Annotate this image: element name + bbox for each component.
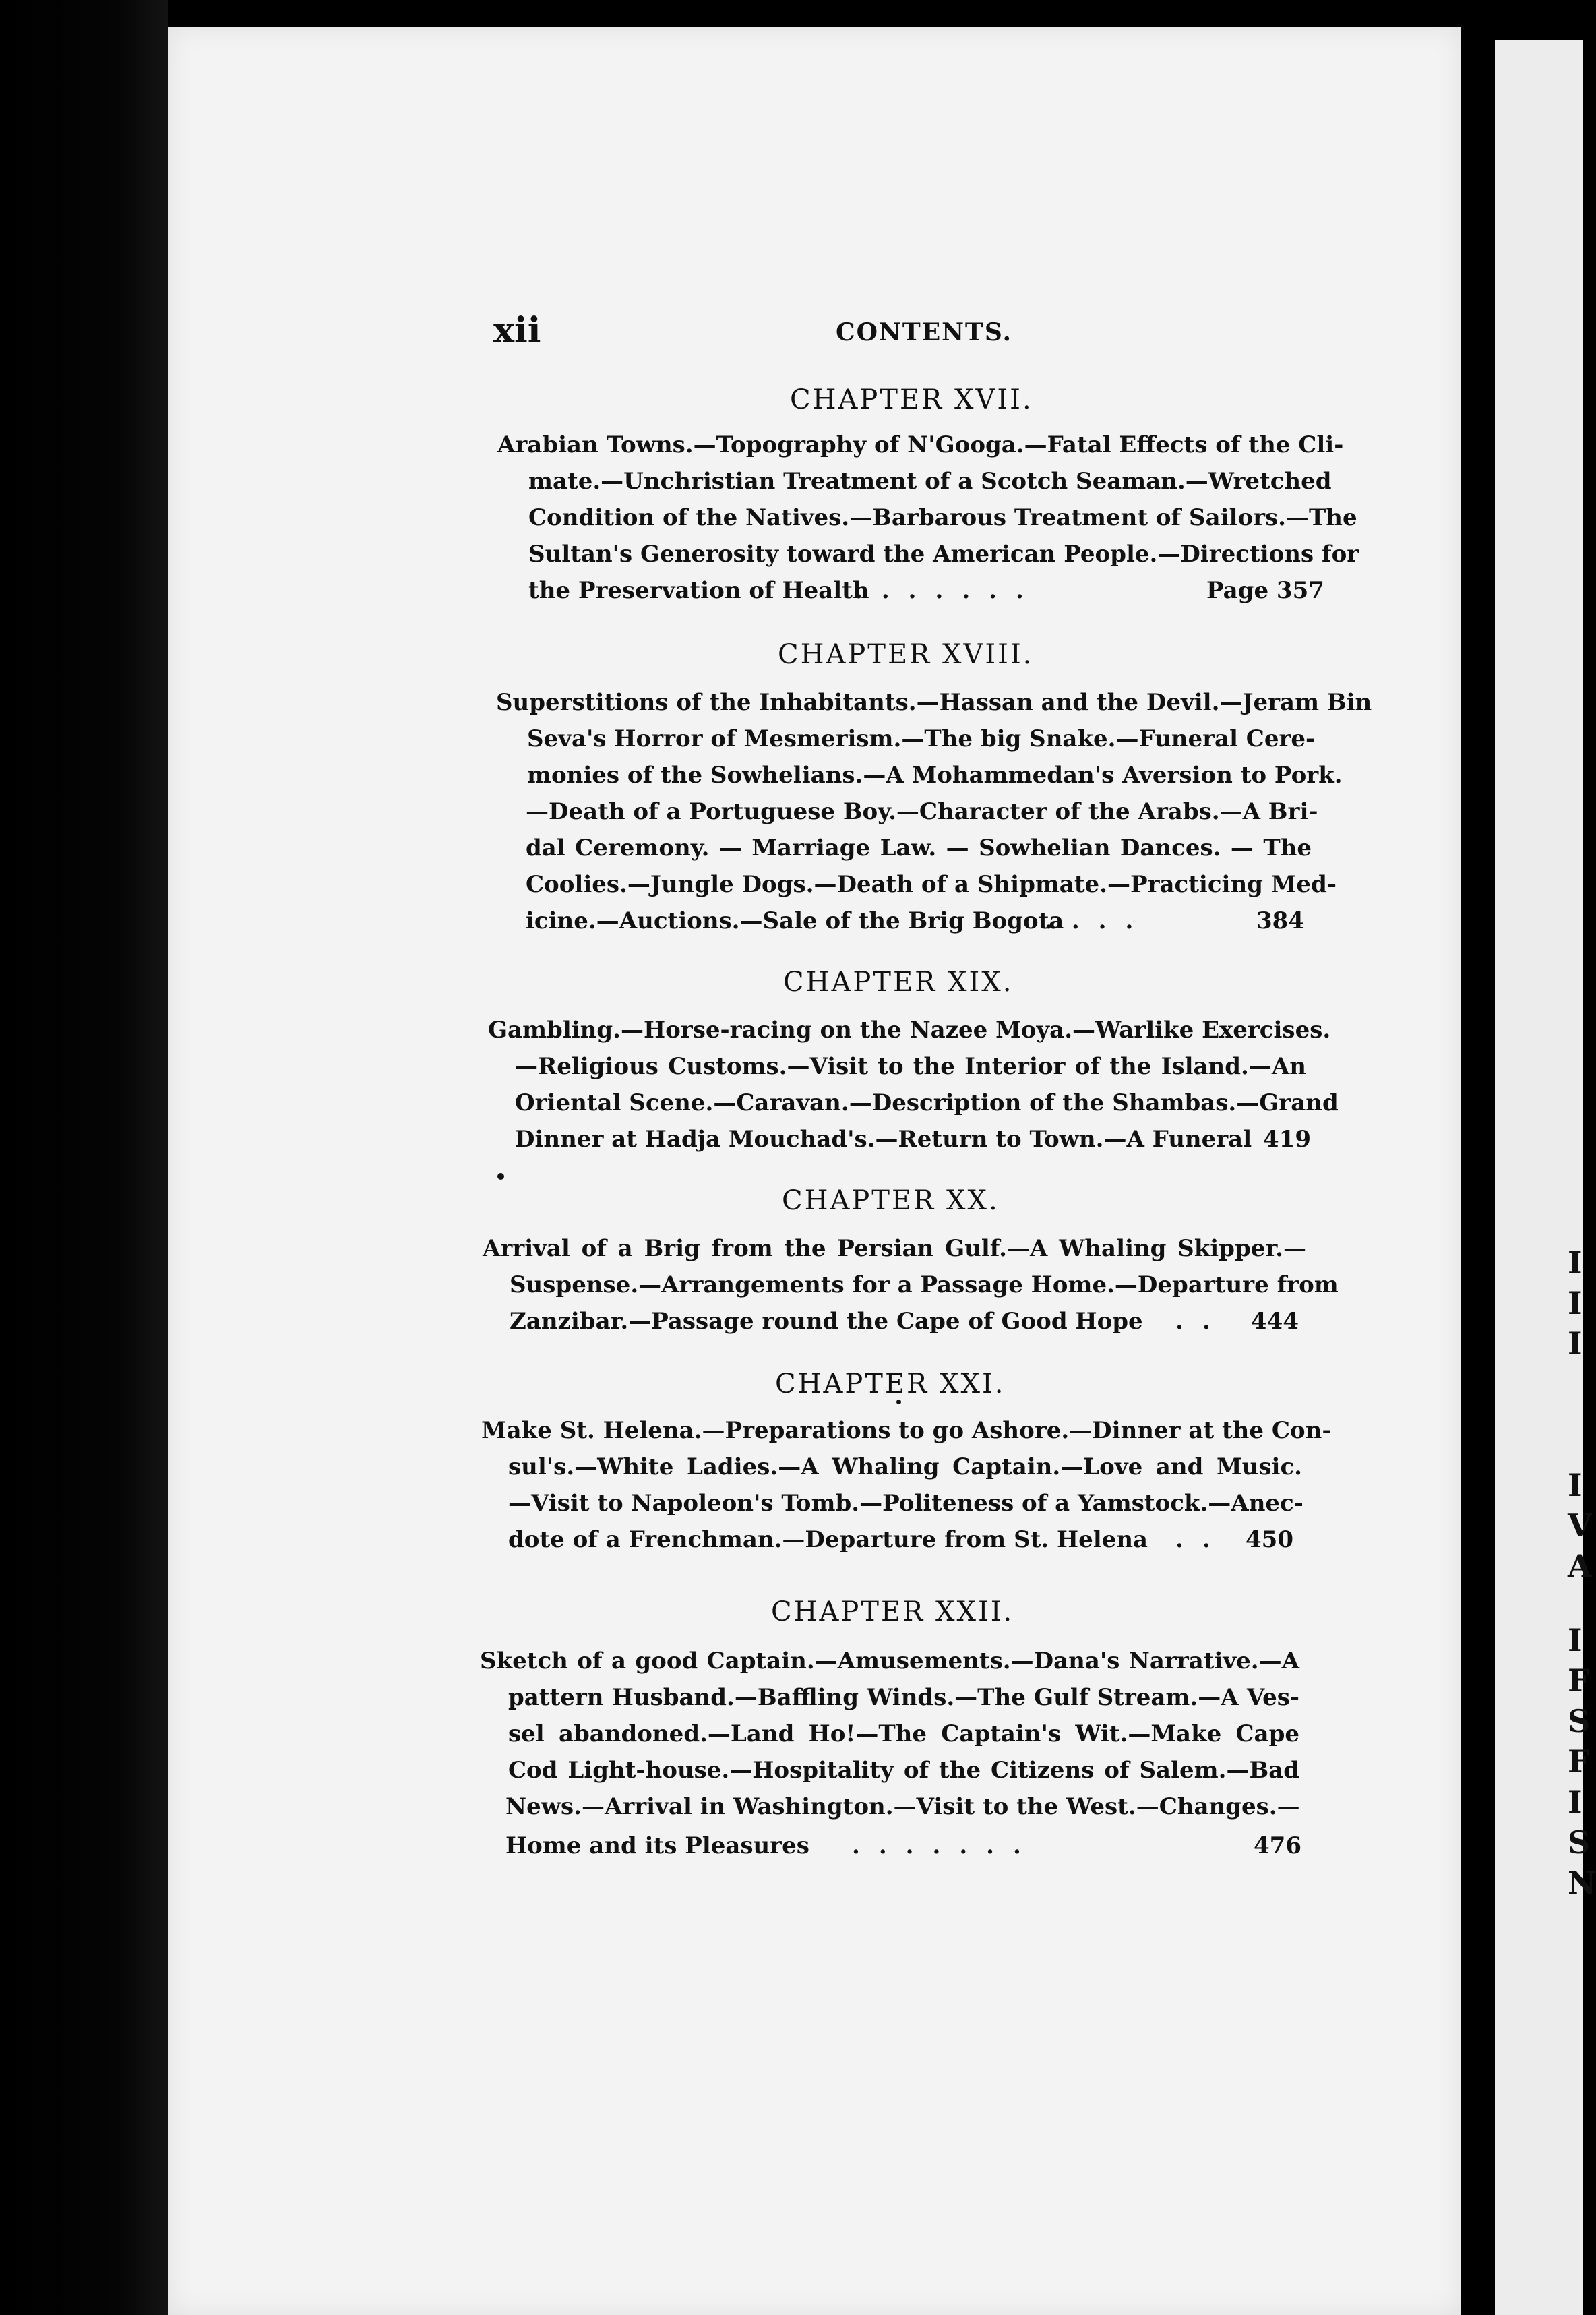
chapter-xxi-line-2: sul's.—White Ladies.—A Whaling Captain.—Love and Music. [508,1453,1302,1480]
chapter-xviii-line-5: dal Ceremony. — Marriage Law. — Sowhelian Dances. — The [526,835,1312,862]
chapter-xxii-leader-dots: ....... [852,1832,1040,1859]
chapter-xviii-title: CHAPTER XVIII. [778,639,1034,670]
chapter-xviii-line-1: Superstitions of the Inhabitants.—Hassan and the Devil.—Jeram Bin [496,689,1372,716]
chapter-xvii-line-4: Sultan's Generosity toward the American People.—Directions for [528,541,1359,568]
chapter-xxii-line-4: Cod Light-house.—Hospitality of the Citizens of Salem.—Bad [508,1757,1299,1784]
chapter-xxii-page: 476 [1254,1832,1301,1859]
scan-speck [497,1173,504,1180]
chapter-xviii-line-7: icine.—Auctions.—Sale of the Brig Bogota [526,907,1064,934]
chapter-xviii-leader-dots: .... [1045,907,1153,934]
chapter-xvii-line-3: Condition of the Natives.—Barbarous Treatment of Sailors.—The [528,504,1357,531]
next-page-letter: F [1568,1743,1590,1780]
chapter-xxii-line-2: pattern Husband.—Baffling Winds.—The Gulf Stream.—A Ves- [508,1684,1299,1711]
chapter-xxi-line-3: —Visit to Napoleon's Tomb.—Politeness of a Yamstock.—Anec- [508,1490,1303,1517]
chapter-xxii-title: CHAPTER XXII. [771,1596,1014,1627]
next-page-letter: N [1568,1865,1596,1901]
chapter-xx-title: CHAPTER XX. [782,1185,1000,1216]
chapter-xxi-line-4: dote of a Frenchman.—Departure from St. Helena [508,1526,1148,1553]
chapter-xx-line-1: Arrival of a Brig from the Persian Gulf.—A Whaling Skipper.— [483,1235,1306,1262]
chapter-xxii-line-1: Sketch of a good Captain.—Amusements.—Dana's Narrative.—A [480,1648,1299,1675]
next-page-letter: I [1568,1325,1583,1362]
next-page-letter: S [1568,1824,1591,1861]
next-page-letter: F [1568,1662,1590,1699]
chapter-xvii-line-2: mate.—Unchristian Treatment of a Scotch Seaman.—Wretched [528,468,1332,495]
running-head: CONTENTS. [836,318,1013,347]
chapter-xxi-title: CHAPTER XXI. [775,1369,1006,1400]
chapter-xix-line-2: —Religious Customs.—Visit to the Interior of the Island.—An [515,1053,1306,1080]
chapter-xvii-line-5: the Preservation of Health [528,577,869,604]
chapter-xx-leader-dots: .. [1175,1308,1229,1335]
next-page-letter: S [1568,1703,1591,1739]
next-page-letter: I [1568,1784,1583,1820]
chapter-xxii-line-3: sel abandoned.—Land Ho!—The Captain's Wit.—Make Cape [508,1720,1299,1747]
chapter-xix-line-1: Gambling.—Horse-racing on the Nazee Moya.—Warlike Exercises. [488,1017,1331,1044]
left-binding-shadow [0,0,168,2315]
chapter-xvii-title: CHAPTER XVII. [790,384,1033,415]
chapter-xviii-page: 384 [1256,907,1304,934]
chapter-xxi-leader-dots: .. [1175,1526,1229,1553]
chapter-xvii-line-1: Arabian Towns.—Topography of N'Googa.—Fatal Effects of the Cli- [497,431,1344,458]
next-page-letter: V [1568,1507,1592,1544]
page-content [168,27,1461,2315]
next-page-letter: A [1568,1548,1592,1584]
contents-page [168,27,1461,2315]
chapter-xix-line-4: Dinner at Hadja Mouchad's.—Return to Town.—A Funeral [515,1126,1252,1153]
chapter-xxii-line-6: Home and its Pleasures [505,1832,809,1859]
chapter-xxi-page: 450 [1246,1526,1293,1553]
next-page-letter: I [1568,1622,1583,1658]
chapter-xix-title: CHAPTER XIX. [783,967,1014,998]
chapter-xvii-leader-dots: ....... [855,577,1043,604]
chapter-xxi-line-1: Make St. Helena.—Preparations to go Ashore.—Dinner at the Con- [481,1417,1332,1444]
chapter-xxii-line-5: News.—Arrival in Washington.—Visit to the West.—Changes.— [505,1793,1300,1820]
chapter-xix-page: 419 [1263,1126,1311,1153]
right-gutter-shadow [1461,0,1495,2315]
chapter-xx-line-3: Zanzibar.—Passage round the Cape of Good Hope [510,1308,1143,1335]
next-page-letter: I [1568,1285,1583,1321]
chapter-xix-line-3: Oriental Scene.—Caravan.—Description of the Shambas.—Grand [515,1089,1339,1116]
page-folio: xii [493,310,541,351]
chapter-xvii-page: Page 357 [1206,577,1324,604]
chapter-xviii-line-6: Coolies.—Jungle Dogs.—Death of a Shipmate.—Practicing Med- [526,871,1337,898]
chapter-xviii-line-3: monies of the Sowhelians.—A Mohammedan's Aversion to Pork. [527,762,1343,789]
chapter-xx-page: 444 [1251,1308,1299,1335]
chapter-xx-line-2: Suspense.—Arrangements for a Passage Home.—Departure from [510,1271,1339,1298]
chapter-xviii-line-4: —Death of a Portuguese Boy.—Character of the Arabs.—A Bri- [526,798,1318,825]
next-page-edge [1495,40,1596,2315]
next-page-letter: I [1568,1244,1583,1281]
next-page-letter: I [1568,1467,1583,1503]
chapter-xviii-line-2: Seva's Horror of Mesmerism.—The big Snake.—Funeral Cere- [527,725,1316,752]
scan-speck [896,1400,901,1404]
